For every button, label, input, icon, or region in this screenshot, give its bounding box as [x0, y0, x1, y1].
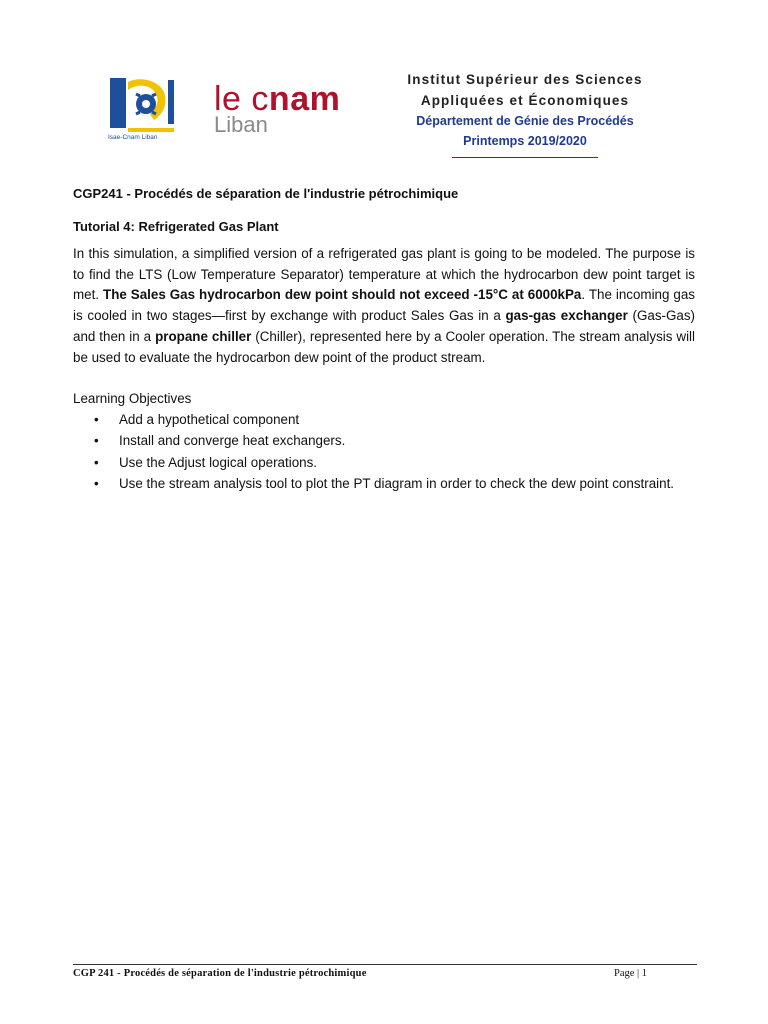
- footer-divider: [73, 964, 697, 965]
- objective-item: [73, 410, 695, 431]
- intro-text-4: (Chiller), represented here by a Cooler operation. The stream analysis will be used to evaluate the hydrocarbon dew point of the product stream.: [73, 328, 695, 365]
- bullet-icon: •: [94, 475, 99, 491]
- course-title: CGP241 - Procédés de séparation de l'industrie pétrochimique: [73, 186, 459, 201]
- logo-wordmark: [214, 82, 340, 116]
- header-underline: [452, 157, 598, 158]
- semester: Printemps 2019/2020: [463, 134, 587, 148]
- objective-item: [73, 431, 695, 452]
- propane-chiller-term: propane chiller: [155, 328, 252, 344]
- gas-gas-exchanger-term: gas-gas exchanger: [505, 308, 628, 324]
- bullet-icon: •: [94, 454, 99, 470]
- intro-paragraph: [73, 244, 695, 368]
- footer-page-number: Page | 1: [614, 968, 648, 979]
- bullet-icon: •: [94, 433, 99, 449]
- institute-name-line2: Appliquées et Économiques: [420, 93, 630, 108]
- logo-wordmark-bold: nam: [268, 80, 341, 118]
- tutorial-title: Tutorial 4: Refrigerated Gas Plant: [73, 219, 279, 234]
- bullet-icon: •: [94, 412, 99, 427]
- learning-objectives-heading: Learning Objectives: [73, 391, 192, 406]
- objective-text: Use the stream analysis tool to plot the PT diagram in order to check the dew point constraint.: [119, 475, 675, 491]
- intro-text-3: (Gas-Gas) and then in a: [73, 308, 695, 344]
- institute-header: [380, 69, 670, 158]
- department-name: Département de Génie des Procédés: [416, 114, 634, 128]
- objective-text: Use the Adjust logical operations.: [119, 454, 318, 470]
- intro-text-2: . The incoming gas is cooled in two stages—first by exchange with product Sales Gas in a: [73, 287, 696, 324]
- objective-item: [73, 453, 695, 474]
- objective-text: Add a hypothetical component: [119, 412, 300, 427]
- objective-text: Install and converge heat exchangers.: [119, 433, 346, 449]
- institute-name-line1: Institut Supérieur des Sciences: [407, 72, 643, 87]
- objective-item: [73, 474, 695, 495]
- logo-liban: Liban: [214, 112, 268, 137]
- learning-objectives-list: [73, 410, 695, 495]
- logo-wordmark-light: le c: [214, 80, 269, 118]
- isae-cnam-emblem-icon: [106, 74, 178, 136]
- intro-text-1: In this simulation, a simplified version of a refrigerated gas plant is going to be modeled. The purpose is to find the LTS (Low Temperature Separator) temperature at which the hydrocarbon dew point target is met.: [73, 246, 695, 303]
- cnam-liban-logo: [106, 74, 352, 146]
- logo-caption: Isae-Cnam Liban: [108, 134, 158, 141]
- footer-course-name: CGP 241 - Procédés de séparation de l'industrie pétrochimique: [73, 968, 367, 979]
- dew-point-constraint: The Sales Gas hydrocarbon dew point should not exceed -15°C at 6000kPa: [103, 287, 582, 303]
